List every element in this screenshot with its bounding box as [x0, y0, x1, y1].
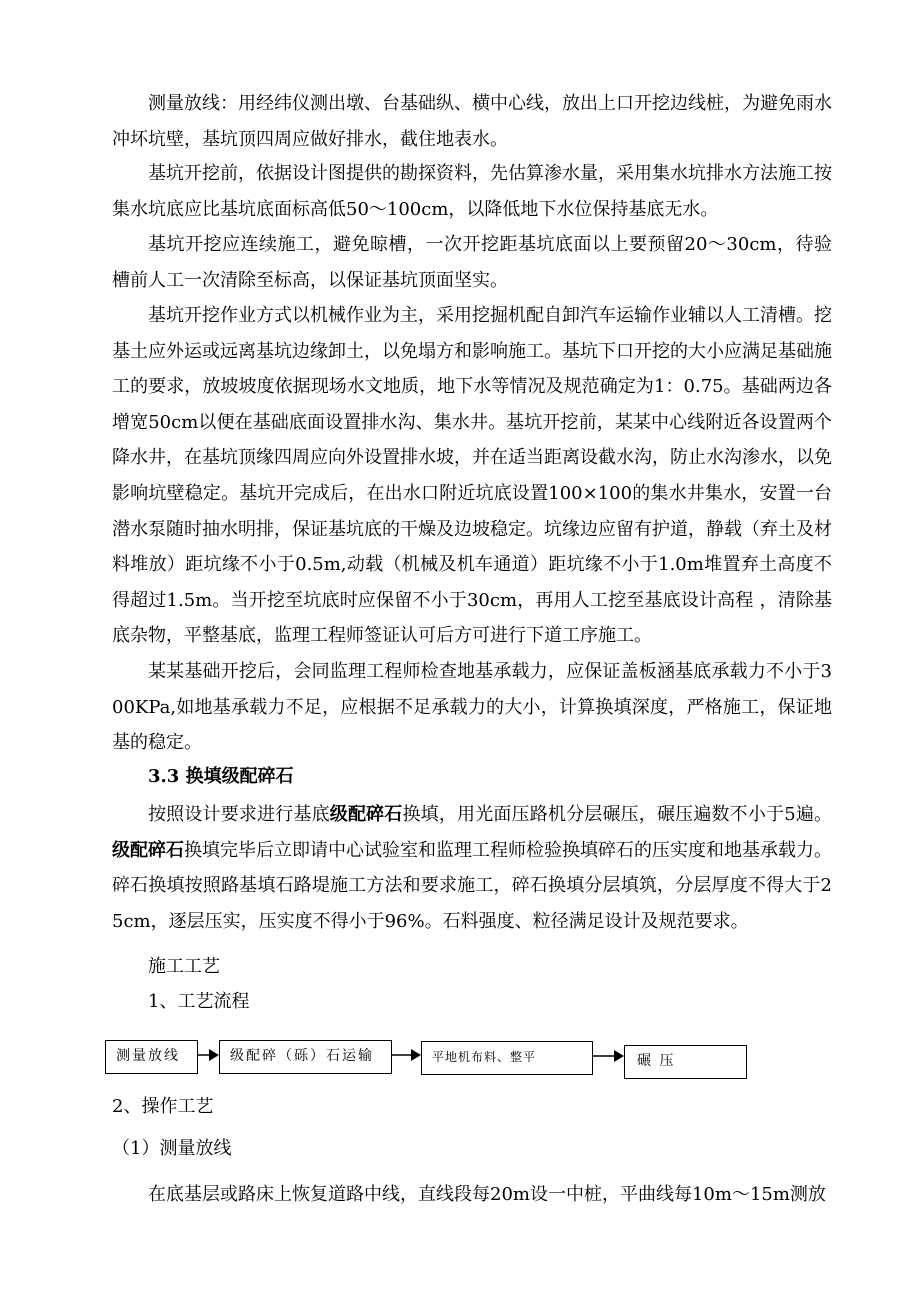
flow-step-grading: 平地机布料、整平: [421, 1041, 593, 1075]
heading-process-flow: 1、工艺流程: [148, 991, 250, 1012]
flow-step-survey: 测量放线: [105, 1040, 198, 1074]
heading-construction-process: 施工工艺: [148, 956, 220, 977]
paragraph-excavation-method: 基坑开挖作业方式以机械作业为主，采用挖掘机配自卸汽车运输作业辅以人工清槽。挖基土应外运或远离基坑边缘卸土，以免塌方和影响施工。基坑下口开挖的大小应满足基础施工的要求，放坡坡度依据现场水文地质，地下水等情况及规范确定为1：0.75。基础两边各增宽50cm以便在基础底面设置排水沟、集水井。基坑开挖前，某某中心线附近各设置两个降水井，在基坑顶缘四周应向外设置排水坡，并在适当距离设截水沟，防止水沟渗水，以免影响坑壁稳定。基坑开完成后，在出水口附近坑底设置100×100的集水井集水，安置一台潜水泵随时抽水明排，保证基坑底的干燥及边坡稳定。坑缘边应留有护道，静载（弃土及材料堆放）距坑缘不小于0.5m,动载（机械及机车通道）距坑缘不小于1.0m堆置弃土高度不得超过1.5m。当开挖至坑底时应保留不小于30cm，再用人工挖至基底设计高程 ，清除基底杂物，平整基底，监理工程师签证认可后方可进行下道工序施工。: [112, 305, 832, 647]
paragraph-bearing-capacity: 某某基础开挖后，会同监理工程师检查地基承载力，应保证盖板涵基底承载力不小于300KPa,如地基承载力不足，应根据不足承载力的大小，计算换填深度，严格施工，保证地基的稳定。: [112, 661, 832, 754]
paragraph-centerline: 在底基层或路床上恢复道路中线，直线段每20m设一中桩，平曲线每10m～15m测放: [148, 1184, 826, 1205]
section-heading-3-3: 3.3 换填级配碎石: [148, 766, 294, 787]
paragraph-survey: 测量放线：用经纬仪测出墩、台基础纵、横中心线，放出上口开挖边线桩，为避免雨水冲坏坑壁，基坑顶四周应做好排水，截住地表水。: [112, 93, 832, 150]
flow-arrow-1: [198, 1048, 220, 1062]
paragraph-gravel-replacement: 按照设计要求进行基底级配碎石换填，用光面压路机分层碾压，碾压遍数不小于5遍。级配碎石换填完毕后立即请中心试验室和监理工程师检验换填碎石的压实度和地基承载力。碎石换填按照路基填石路堤施工方法和要求施工，碎石换填分层填筑，分层厚度不得大于25cm，逐层压实，压实度不得小于96%。石料强度、粒径满足设计及规范要求。: [112, 804, 833, 932]
paragraph-continuous-excavation: 基坑开挖应连续施工，避免晾槽，一次开挖距基坑底面以上要预留20～30cm，待验槽前人工一次清除至标高，以保证基坑顶面坚实。: [112, 234, 832, 291]
flow-step-transport: 级配碎（砾）石运输: [219, 1040, 392, 1074]
flow-arrow-3: [593, 1049, 625, 1063]
paragraph-pre-excavation: 基坑开挖前，依据设计图提供的勘探资料，先估算渗水量，采用集水坑排水方法施工按集水坑底应比基坑底面标高低50～100cm，以降低地下水位保持基底无水。: [112, 163, 832, 220]
heading-operation: 2、操作工艺: [112, 1096, 214, 1117]
flow-arrow-2: [392, 1048, 422, 1062]
heading-survey-layout: （1）测量放线: [112, 1138, 232, 1159]
flow-step-compaction: 碾 压: [624, 1045, 747, 1079]
